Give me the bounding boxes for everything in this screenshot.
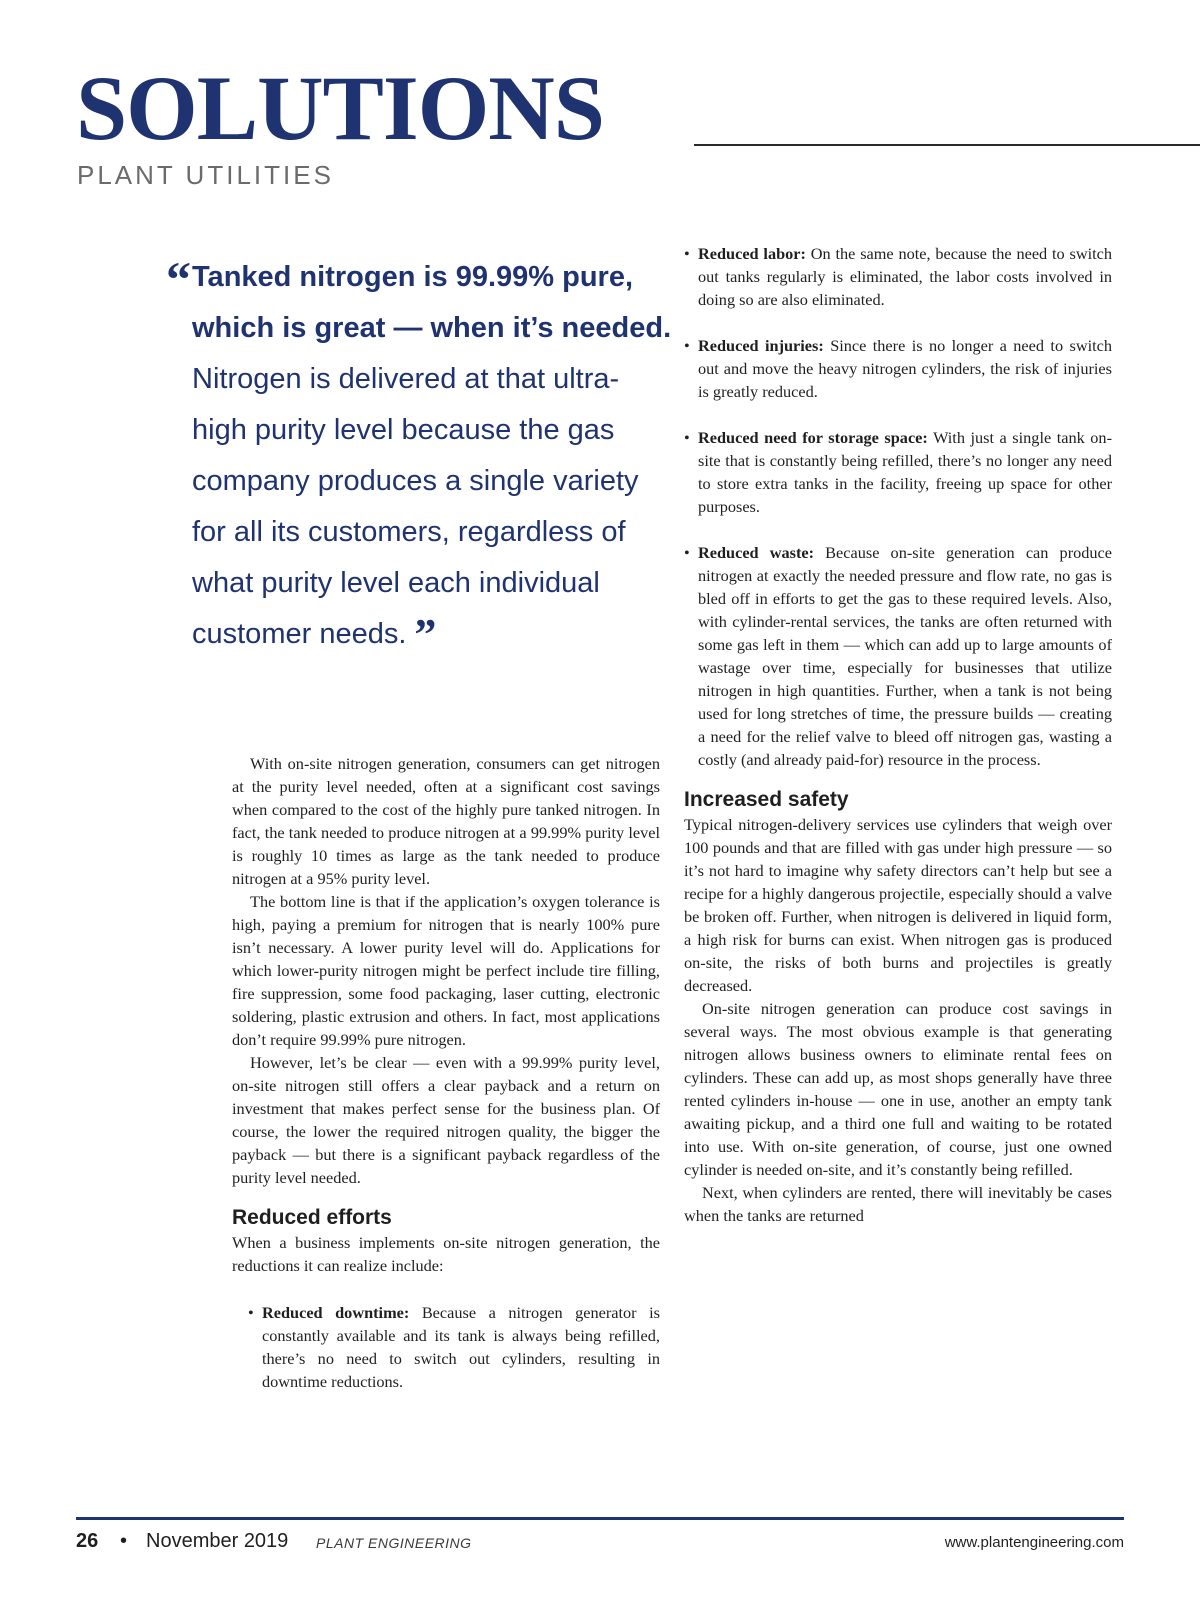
body-paragraph: On-site nitrogen generation can produce cost savings in several ways. The most obvious example is that generating nitrogen allows business owners to eliminate rental fees on cylinders. These can add up, as most shops generally have three rented cylinders in-house — one in use, another an empty tank awaiting pickup, and a third one full and waiting to be rotated into use. With on-site generation, of course, just one owned cylinder is needed on-site, and it’s constantly being refilled.	[684, 999, 1112, 1179]
bullet-text: Because a nitrogen generator is constantly available and its tank is always being refilled, there’s no need to switch out cylinders, resulting in downtime reductions.	[262, 1303, 660, 1391]
list-item	[248, 1301, 660, 1393]
right-column	[684, 242, 1112, 1227]
issue-date: November 2019	[146, 1530, 289, 1552]
bullet-icon: •	[684, 336, 690, 355]
page-footer	[76, 1530, 1124, 1558]
list-item	[684, 426, 1112, 518]
body-paragraph: The bottom line is that if the application’s oxygen tolerance is high, paying a premium for nitrogen that is nearly 100% pure isn’t necessary. A lower purity level will do. Applications for which lower-purity nitrogen might be perfect include tire filling, fire suppression, some food packaging, laser cutting, electronic soldering, plastic extrusion and others. In fact, most applications don’t require 99.99% pure nitrogen.	[232, 892, 660, 1049]
bullet-icon: •	[684, 244, 690, 263]
pull-quote	[166, 251, 672, 660]
body-paragraph: When a business implements on-site nitrogen generation, the reductions it can realize include:	[232, 1233, 660, 1275]
body-paragraph: With on-site nitrogen generation, consumers can get nitrogen at the purity level needed, often at a significant cost savings when compared to the cost of the highly pure tanked nitrogen. In fact, the tank needed to produce nitrogen at a 99.99% purity level is roughly 10 times as large as the tank needed to produce nitrogen at a 95% purity level.	[232, 754, 660, 888]
body-paragraph: Typical nitrogen-delivery services use cylinders that weigh over 100 pounds and that are filled with gas under high pressure — so it’s not hard to imagine why safety directors can’t help but see a recipe for a highly dangerous projectile, especially should a valve be broken off. Further, when nitrogen is delivered in liquid form, a high risk for burns can exist. When nitrogen gas is produced on-site, the risks of both burns and projectiles is greatly decreased.	[684, 815, 1112, 995]
bullet-term: Reduced downtime:	[262, 1303, 410, 1322]
footer-rule	[76, 1517, 1124, 1520]
pull-quote-lead: Tanked nitrogen is 99.99% pure, which is great — when it’s needed.	[192, 261, 672, 344]
left-column	[232, 752, 660, 1393]
bullet-term: Reduced waste:	[698, 543, 815, 562]
pull-quote-body: Nitrogen is delivered at that ultra-high purity level because the gas company produces a single variety for all its customers, regardless of what purity level each individual customer needs.	[192, 363, 639, 650]
bullet-text: On the same note, because the need to switch out tanks regularly is eliminated, the labor costs involved in doing so are also eliminated.	[698, 244, 1112, 309]
bullet-text: With just a single tank on-site that is constantly being refilled, there’s no longer any need to store extra tanks in the facility, freeing up space for other purposes.	[698, 428, 1112, 516]
bullet-term: Reduced injuries:	[698, 336, 824, 355]
bullet-list	[232, 1301, 660, 1393]
page-number: 26	[76, 1530, 99, 1552]
bullet-text: Because on-site generation can produce nitrogen at exactly the needed pressure and flow rate, no gas is bled off in efforts to get the gas to these required levels. Also, with cylinder-rental services, the tanks are often returned with some gas left in them — which can add up to large amounts of wastage over time, especially for businesses that utilize nitrogen in high quantities. Further, when a tank is not being used for long stretches of time, the pressure builds — creating a need for the relief valve to bleed off nitrogen gas, wasting a costly (and already paid-for) resource in the process.	[698, 543, 1112, 769]
bullet-icon: •	[248, 1303, 254, 1322]
bullet-text: Since there is no longer a need to switch out and move the heavy nitrogen cylinders, the risk of injuries is greatly reduced.	[698, 336, 1112, 401]
body-paragraph: However, let’s be clear — even with a 99.99% purity level, on-site nitrogen still offers a clear payback and a return on investment that makes perfect sense for the business plan. Of course, the lower the required nitrogen quality, the bigger the payback — but there is a significant payback regardless of the purity level needed.	[232, 1053, 660, 1187]
list-item	[684, 242, 1112, 311]
body-paragraph: Next, when cylinders are rented, there will inevitably be cases when the tanks are returned	[684, 1183, 1112, 1225]
footer-separator: •	[120, 1530, 128, 1552]
bullet-icon: •	[684, 428, 690, 447]
title-rule	[694, 144, 1200, 146]
publication-name: PLANT ENGINEERING	[316, 1535, 472, 1551]
list-item	[684, 334, 1112, 403]
section-title: SOLUTIONS	[76, 57, 604, 159]
section-heading: Increased safety	[684, 788, 849, 811]
website-url: www.plantengineering.com	[944, 1534, 1124, 1551]
bullet-term: Reduced need for storage space:	[698, 428, 928, 447]
bullet-term: Reduced labor:	[698, 244, 806, 263]
bullet-icon: •	[684, 543, 690, 562]
list-item	[684, 541, 1112, 771]
close-quote-mark: ”	[414, 610, 437, 659]
section-subtitle: PLANT UTILITIES	[77, 160, 334, 190]
section-heading: Reduced efforts	[232, 1206, 392, 1229]
bullet-list	[684, 242, 1112, 771]
open-quote-mark: “	[166, 251, 191, 307]
